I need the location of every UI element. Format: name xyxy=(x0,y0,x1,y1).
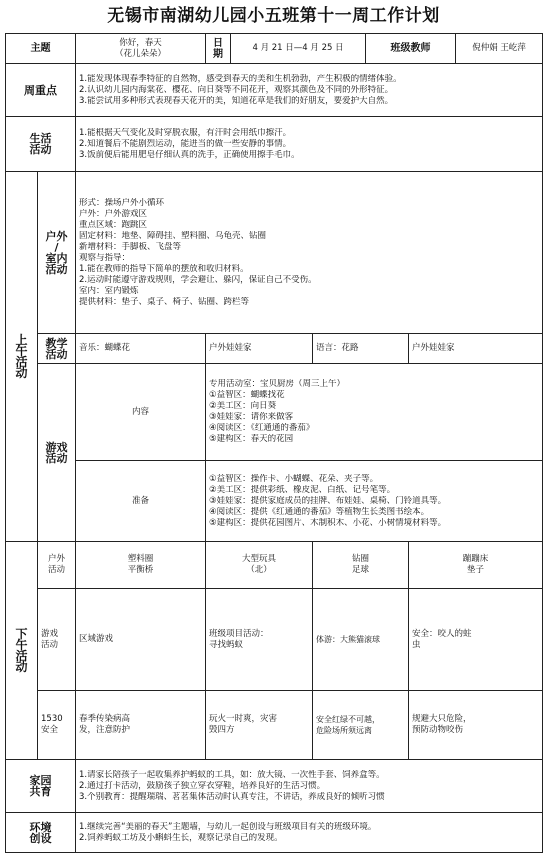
afternoon-outdoor-cell xyxy=(313,542,409,589)
afternoon-label-char: 午 xyxy=(15,637,28,652)
game-prep-line: ②美工区：提供彩纸、橡皮泥、白纸、记号笔等。 xyxy=(209,484,396,495)
theme-value-line-2: （花儿朵朵） xyxy=(115,48,167,59)
environment-item: 1.继续完善“美丽的春天”主题墙，与幼儿一起创设与班级项目有关的班级环境。 xyxy=(79,821,377,832)
afternoon-label-char: 动 xyxy=(15,659,28,674)
teacher-label: 班级教师 xyxy=(366,34,456,64)
outdoor-line: 室内：室内锻炼 xyxy=(79,285,139,296)
home-row xyxy=(6,760,543,813)
cell-line: 塑料圈 xyxy=(127,554,154,564)
cell-line: 体游：大熊猫滚球 xyxy=(316,635,381,644)
life-content xyxy=(76,117,543,172)
outdoor-label xyxy=(38,172,76,334)
teaching-cell: 户外娃娃家 xyxy=(206,334,313,364)
outdoor-line: 户外：户外游戏区 xyxy=(79,208,148,219)
game-content-line: ⑤建构区：春天的花园 xyxy=(209,434,294,444)
game-prep-row xyxy=(6,461,543,542)
game-content-line: ①益智区：蝴蝶找花 xyxy=(209,390,285,400)
date-value: 4 月 21 日—4 月 25 日 xyxy=(231,34,366,64)
environment-label-line: 创设 xyxy=(29,831,52,845)
teaching-label-line: 活动 xyxy=(45,347,68,361)
afternoon-outdoor-cell xyxy=(206,542,313,589)
week-focus-item: 1.能发现体现春季特征的自然物，感受到春天的美和生机勃勃，产生积极的情绪体验。 xyxy=(79,73,402,84)
theme-value-line-1: 你好，春天 xyxy=(119,37,162,48)
afternoon-game-label-line: 活动 xyxy=(41,639,59,650)
afternoon-game-cell xyxy=(76,589,206,691)
home-item: 1.请家长陪孩子一起收集养护蚂蚁的工具，如：放大镜、一次性手套、饲养盒等。 xyxy=(79,769,385,780)
outdoor-line: 新增材料：手脚板、飞盘等 xyxy=(79,241,182,252)
outdoor-content xyxy=(76,172,543,334)
cell-line: 安全红绿不可越， xyxy=(316,715,381,724)
game-prep-line: ③娃娃家：提供家庭成员的挂牌、布娃娃、桌椅、门铃道具等。 xyxy=(209,495,447,506)
afternoon-game-label xyxy=(38,589,76,691)
teaching-cell: 语言：花路 xyxy=(313,334,409,364)
cell-line: 寻找蚂蚁 xyxy=(209,639,244,650)
game-label xyxy=(38,364,76,542)
home-item: 2.通过打卡活动，鼓励孩子独立穿衣穿鞋，培养良好的生活习惯。 xyxy=(79,780,326,791)
page-title: 无锡市南湖幼儿园小五班第十一周工作计划 xyxy=(107,6,440,26)
outdoor-line: 观察与指导： xyxy=(79,252,131,263)
cell-line: 大型玩具 xyxy=(242,554,277,564)
teaching-label-line: 教学 xyxy=(45,336,68,350)
outdoor-label-line: 室内 xyxy=(45,251,68,265)
game-content-row xyxy=(6,364,543,461)
week-focus-content xyxy=(76,64,543,117)
afternoon-label xyxy=(6,542,38,760)
life-label xyxy=(6,117,76,172)
afternoon-safety-row xyxy=(6,691,543,760)
afternoon-safety-cell xyxy=(409,691,543,760)
cell-line: 玩火一时爽，灾害 xyxy=(209,714,278,724)
home-label xyxy=(6,760,76,813)
life-label-line-1: 生活 xyxy=(29,132,52,145)
morning-label-char: 上 xyxy=(15,332,28,347)
afternoon-outdoor-cell xyxy=(409,542,543,589)
cell-line: 危险场所须远离 xyxy=(316,726,373,735)
home-label-line: 共育 xyxy=(29,785,52,798)
outdoor-line: 形式：操场户外小循环 xyxy=(79,197,165,208)
cell-line: 发，注意防护 xyxy=(79,725,131,735)
game-label-line: 活动 xyxy=(45,451,68,465)
morning-label-char: 午 xyxy=(15,343,28,358)
afternoon-game-cell xyxy=(313,589,409,691)
afternoon-label-char: 活 xyxy=(15,648,28,663)
home-item: 3.个别教育：提醒瑞瑞、茗茗集体活动时认真专注，不讲话，养成良好的倾听习惯 xyxy=(79,791,385,802)
home-content xyxy=(76,760,543,813)
weekly-plan-table xyxy=(5,33,543,853)
teaching-cell: 户外娃娃家 xyxy=(409,334,543,364)
life-label-line-2: 活动 xyxy=(29,143,52,156)
cell-line: 区域游戏 xyxy=(79,634,114,644)
afternoon-outdoor-label xyxy=(38,542,76,589)
theme-label: 主题 xyxy=(6,34,76,64)
home-label-line: 家园 xyxy=(29,774,52,787)
cell-line: 规避大只危险， xyxy=(412,714,472,724)
teaching-row xyxy=(6,334,543,364)
date-label: 日期 xyxy=(206,34,231,64)
life-item: 2.知道餐后不能剧烈运动，能进当的做一些安静的事情。 xyxy=(79,138,292,149)
outdoor-line: 1.能在教师的指导下简单的摆放和收归材料。 xyxy=(79,263,249,274)
outdoor-label-line: 户外 xyxy=(45,229,68,243)
outdoor-label-line: 活动 xyxy=(45,262,68,276)
environment-item: 2.饲养蚂蚁工坊及小蝌蚪生长，观察记录自己的发现。 xyxy=(79,832,283,843)
afternoon-game-label-line: 游戏 xyxy=(41,628,59,639)
cell-line: 垫子 xyxy=(467,565,485,575)
life-item: 1.能根据天气变化及时穿脱衣服，有汗时会用纸巾擦汗。 xyxy=(79,127,292,138)
environment-label-line: 环境 xyxy=(29,820,52,834)
theme-value xyxy=(76,34,206,64)
cell-line: 班级项目活动： xyxy=(209,628,269,639)
header-row xyxy=(6,34,543,64)
cell-line: 足球 xyxy=(352,565,370,575)
life-row xyxy=(6,117,543,172)
outdoor-line: 提供材料：垫子、桌子、椅子、钻圈、跨栏等 xyxy=(79,296,250,307)
afternoon-safety-label xyxy=(38,691,76,760)
teaching-cell: 音乐：蝴蝶花 xyxy=(76,334,206,364)
game-content-line: 专用活动室：宝贝厨房（周三上午） xyxy=(209,379,346,389)
game-prep-line: ⑤建构区：提供花园图片、木制积木、小花、小树情境材料等。 xyxy=(209,517,447,528)
cell-line: 毁四方 xyxy=(209,725,235,735)
cell-line: （北） xyxy=(246,565,272,575)
afternoon-safety-cell xyxy=(313,691,409,760)
cell-line: 虫 xyxy=(412,639,421,650)
game-content-line: ③娃娃家：请你来做客 xyxy=(209,412,294,422)
game-content-line: ②美工区：向日葵 xyxy=(209,401,277,411)
environment-label xyxy=(6,813,76,853)
afternoon-game-cell xyxy=(206,589,313,691)
afternoon-safety-label-line: 1530 xyxy=(41,714,63,724)
outdoor-line: 固定材料：地垫、障碍挂、塑料圈、乌龟壳、钻圈 xyxy=(79,230,267,241)
game-content-label: 内容 xyxy=(76,364,206,461)
teaching-label xyxy=(38,334,76,364)
game-content-cell xyxy=(206,364,543,461)
cell-line: 春季传染病高 xyxy=(79,714,131,724)
morning-label xyxy=(6,172,38,542)
cell-line: 钻圈 xyxy=(352,554,370,564)
week-focus-item: 2.认识幼儿园内海棠花、樱花、向日葵等不同花开，观察其颜色及不同的外形特征。 xyxy=(79,84,394,95)
game-prep-line: ①益智区：操作卡、小蝴蝶、花朵、夹子等。 xyxy=(209,473,379,484)
week-focus-item: 3.能尝试用多种形式表现春天花开的美，知道花草是我们的好朋友，要爱护大自然。 xyxy=(79,95,394,106)
cell-line: 预防动物咬伤 xyxy=(412,725,464,735)
game-prep-line: ④阅读区：提供《红通通的番茄》等植物生长类图书绘本。 xyxy=(209,506,430,517)
game-prep-label: 准备 xyxy=(76,461,206,542)
outdoor-label-line: / xyxy=(54,240,59,254)
outdoor-line: 2.运动时能遵守游戏规则，学会避让、躲闪，保证自己不受伤。 xyxy=(79,274,317,285)
afternoon-outdoor-cell xyxy=(76,542,206,589)
week-focus-row xyxy=(6,64,543,117)
afternoon-safety-cell xyxy=(76,691,206,760)
cell-line: 蹦蹦床 xyxy=(462,554,489,564)
cell-line: 安全：咬人的蛀 xyxy=(412,628,472,639)
afternoon-label-char: 下 xyxy=(15,626,28,641)
afternoon-safety-label-line: 安全 xyxy=(41,725,59,735)
outdoor-line: 重点区域：跑跳区 xyxy=(79,219,148,230)
cell-line: 平衡桥 xyxy=(127,565,154,575)
teacher-value: 倪仲娟 王屹萍 xyxy=(456,34,543,64)
afternoon-safety-cell xyxy=(206,691,313,760)
morning-label-char: 活 xyxy=(15,354,28,369)
afternoon-outdoor-row xyxy=(6,542,543,589)
outdoor-row xyxy=(6,172,543,334)
week-focus-label: 周重点 xyxy=(6,64,76,117)
afternoon-outdoor-label-line: 活动 xyxy=(47,565,65,575)
morning-label-char: 动 xyxy=(15,365,28,380)
afternoon-game-row xyxy=(6,589,543,691)
environment-content xyxy=(76,813,543,853)
life-item: 3.饭前便后能用肥皂仔细认真的洗手，正确使用擦手毛巾。 xyxy=(79,149,300,160)
game-label-line: 游戏 xyxy=(45,440,68,454)
afternoon-outdoor-label-line: 户外 xyxy=(47,554,65,564)
environment-row xyxy=(6,813,543,853)
afternoon-game-cell xyxy=(409,589,543,691)
game-content-line: ④阅读区：《红通通的番茄》 xyxy=(209,423,315,433)
game-prep-cell xyxy=(206,461,543,542)
